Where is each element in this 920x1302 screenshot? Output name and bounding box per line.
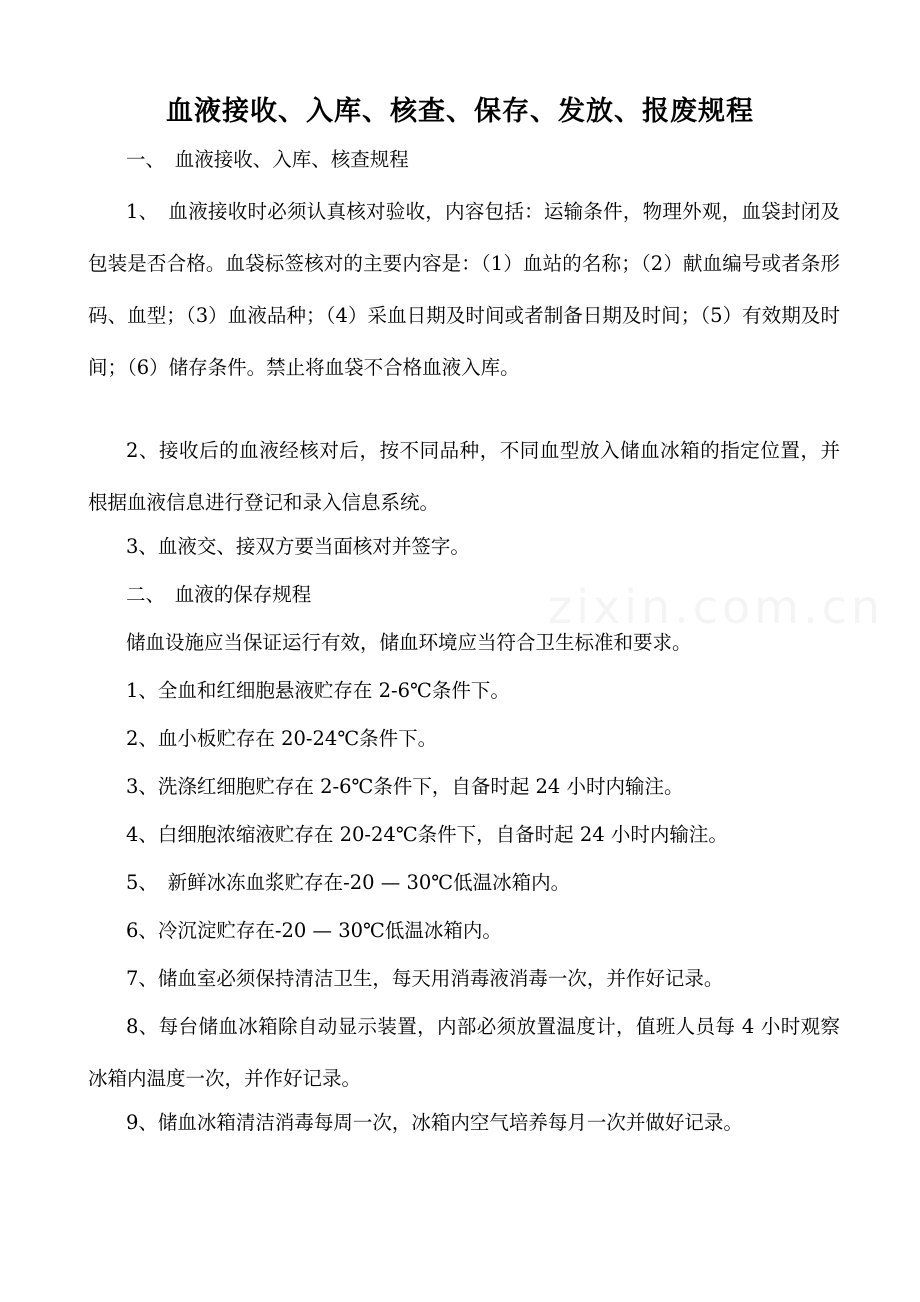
section1-item2: 2、接收后的血液经核对后，按不同品种，不同血型放入储血冰箱的指定位置，并根据血液信息进行登记和录入信息系统。 [88, 439, 840, 514]
section2-item6: 6、冷沉淀贮存在-20 — 30℃低温冰箱内。 [126, 919, 502, 942]
section2-item2: 2、血小板贮存在 20-24℃条件下。 [126, 727, 438, 750]
section1-item3: 3、血液交、接双方要当面核对并签字。 [126, 535, 470, 558]
section1-heading: 一、 血液接收、入库、核查规程 [126, 148, 409, 171]
section2-heading: 二、 血液的保存规程 [126, 583, 312, 606]
section2-item8: 8、每台储血冰箱除自动显示装置，内部必须放置温度计，值班人员每 4 小时观察冰箱内温度一次，并作好记录。 [88, 1015, 840, 1090]
section2-intro: 储血设施应当保证运行有效，储血环境应当符合卫生标准和要求。 [126, 631, 692, 654]
section2-item7: 7、储血室必须保持清洁卫生，每天用消毒液消毒一次，并作好记录。 [126, 967, 724, 990]
document-title: 血液接收、入库、核查、保存、发放、报废规程 [166, 96, 754, 127]
section1-item1: 1、 血液接收时必须认真核对验收，内容包括：运输条件，物理外观，血袋封闭及包装是否合格。血袋标签核对的主要内容是：（1）血站的名称；（2）献血编号或者条形码、血型；（3）血液品种；（4）采血日期及时间或者制备日期及时间；（5）有效期及时间；（6）储存条件。禁止将血袋不合格血液入库。 [88, 200, 840, 379]
section2-item4: 4、白细胞浓缩液贮存在 20-24℃条件下，自备时起 24 小时内输注。 [126, 823, 728, 846]
section2-item1: 1、全血和红细胞悬液贮存在 2-6℃条件下。 [126, 679, 510, 702]
section2-item5: 5、 新鲜冰冻血浆贮存在-20 — 30℃低温冰箱内。 [126, 871, 571, 894]
section2-item3: 3、洗涤红细胞贮存在 2-6℃条件下，自备时起 24 小时内输注。 [126, 775, 684, 798]
section2-item9: 9、储血冰箱清洁消毒每周一次，冰箱内空气培养每月一次并做好记录。 [126, 1111, 743, 1134]
